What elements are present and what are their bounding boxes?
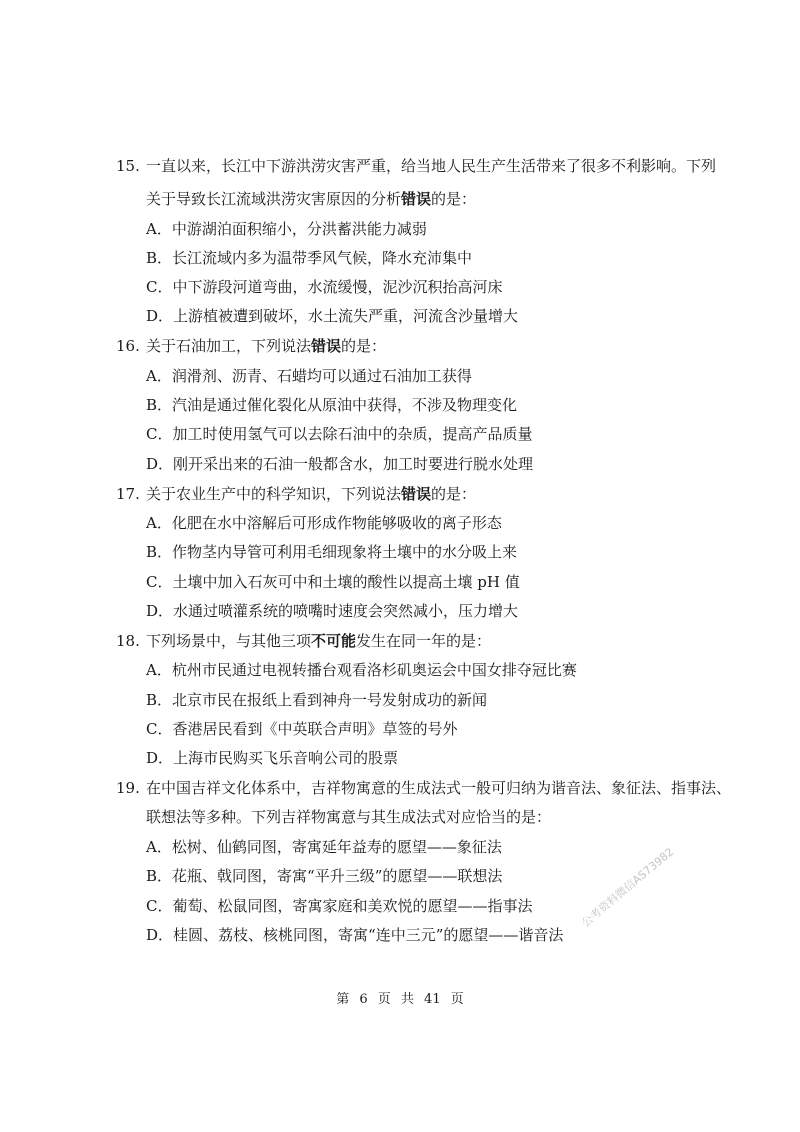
- emphasis-text: 错误: [401, 485, 432, 503]
- option-17-a: A．化肥在水中溶解后可形成作物能够吸收的离子形态: [146, 514, 502, 532]
- question-number: 16.: [116, 337, 140, 355]
- question-16-line-1: [116, 336, 386, 356]
- option-16-d: D．刚开采出来的石油一般都含水，加工时要进行脱水处理: [146, 455, 534, 473]
- watermark: 公考资料微信AS73982: [579, 845, 677, 930]
- option-18-a: A．杭州市民通过电视转播台观看洛杉矶奥运会中国女排夺冠比赛: [146, 661, 577, 679]
- option-16-c: C．加工时使用氢气可以去除石油中的杂质，提高产品质量: [146, 425, 533, 443]
- question-number: 15.: [116, 157, 140, 175]
- emphasis-text: 不可能: [311, 632, 357, 650]
- question-15-line-1: [116, 156, 716, 176]
- option-19-a: A．松树、仙鹤同图，寄寓延年益寿的愿望——象征法: [146, 838, 502, 856]
- question-text: 的是：: [431, 190, 477, 208]
- question-text: 的是：: [431, 485, 477, 503]
- option-15-c: C．中下游段河道弯曲，水流缓慢，泥沙沉积抬高河床: [146, 278, 503, 296]
- question-number: 19.: [116, 779, 140, 797]
- question-text: 的是：: [341, 337, 387, 355]
- question-text: 下列场景中，与其他三项: [146, 632, 312, 650]
- option-18-c: C．香港居民看到《中英联合声明》草签的号外: [146, 720, 458, 738]
- option-19-c: C．葡萄、松鼠同图，寄寓家庭和美欢悦的愿望——指事法: [146, 897, 533, 915]
- emphasis-text: 错误: [311, 337, 342, 355]
- question-text: 一直以来，长江中下游洪涝灾害严重，给当地人民生产生活带来了很多不利影响。下列: [146, 157, 717, 175]
- question-19-line-2: [146, 807, 551, 827]
- question-number: 17.: [116, 485, 140, 503]
- page-footer: 第 6 页 共 41 页: [336, 992, 464, 1007]
- option-17-b: B．作物茎内导管可利用毛细现象将土壤中的水分吸上来: [146, 543, 518, 561]
- option-19-b: B．花瓶、戟同图，寄寓“平升三级”的愿望——联想法: [146, 867, 503, 885]
- question-19-line-1: [116, 778, 731, 798]
- question-text: 在中国吉祥文化体系中，吉祥物寓意的生成法式一般可归纳为谐音法、象征法、指事法、: [146, 779, 732, 797]
- option-15-a: A．中游湖泊面积缩小，分洪蓄洪能力减弱: [146, 220, 427, 238]
- option-15-d: D．上游植被遭到破坏，水土流失严重，河流含沙量增大: [146, 307, 519, 325]
- option-18-d: D．上海市民购买飞乐音响公司的股票: [146, 749, 399, 767]
- option-17-d: D．水通过喷灌系统的喷嘴时速度会突然减小，压力增大: [146, 602, 519, 620]
- emphasis-text: 错误: [401, 190, 432, 208]
- question-text: 发生在同一年的是：: [356, 632, 492, 650]
- question-text: 关于石油加工，下列说法: [146, 337, 312, 355]
- question-15-line-2: [146, 189, 476, 209]
- question-text: 关于导致长江流域洪涝灾害原因的分析: [146, 190, 402, 208]
- question-17-line-1: [116, 484, 476, 504]
- option-17-c: C．土壤中加入石灰可中和土壤的酸性以提高土壤 pH 值: [146, 573, 520, 591]
- option-19-d: D．桂圆、荔枝、核桃同图，寄寓“连中三元”的愿望——谐音法: [146, 926, 564, 944]
- option-15-b: B．长江流域内多为温带季风气候，降水充沛集中: [146, 249, 473, 267]
- question-text: 联想法等多种。下列吉祥物寓意与其生成法式对应恰当的是：: [146, 808, 552, 826]
- question-number: 18.: [116, 632, 140, 650]
- option-16-b: B．汽油是通过催化裂化从原油中获得，不涉及物理变化: [146, 396, 518, 414]
- option-16-a: A．润滑剂、沥青、石蜡均可以通过石油加工获得: [146, 367, 472, 385]
- question-text: 关于农业生产中的科学知识，下列说法: [146, 485, 402, 503]
- question-18-line-1: [116, 631, 491, 651]
- option-18-b: B．北京市民在报纸上看到神舟一号发射成功的新闻: [146, 691, 488, 709]
